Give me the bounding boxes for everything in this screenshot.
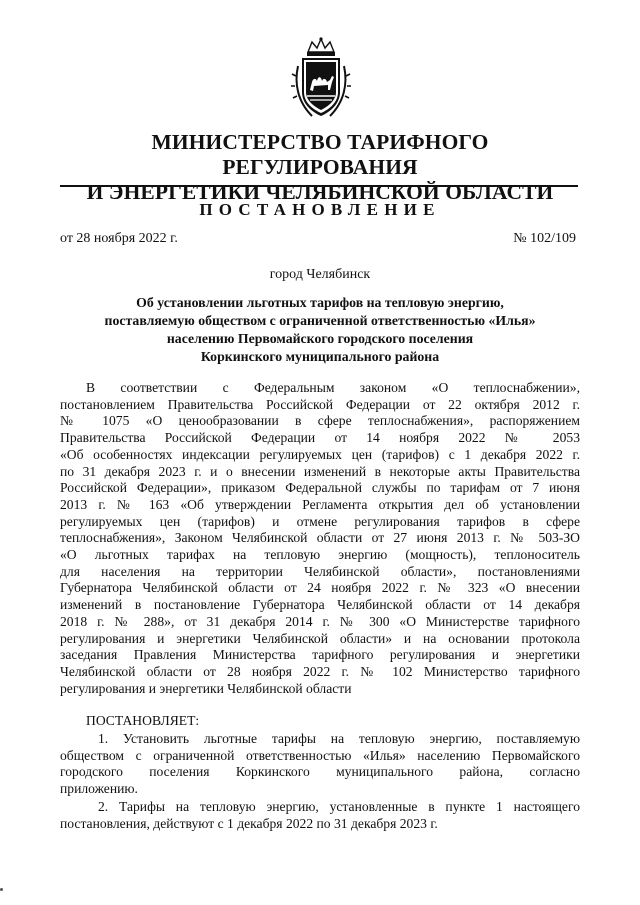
- preamble-line: 2013 г. № 163 «Об утверждении Регламента открытия дел об установлении: [60, 496, 580, 512]
- ministry-name-line-1: МИНИСТЕРСТВО ТАРИФНОГО РЕГУЛИРОВАНИЯ: [151, 130, 489, 179]
- preamble-line: теплоснабжения», Законом Челябинской области от 27 июня 2013 г. № 503-ЗО: [60, 530, 580, 546]
- preamble-line: для населения на территории Челябинской области», постановлениями: [60, 563, 580, 579]
- document-type: ПОСТАНОВЛЕНИЕ: [199, 200, 441, 219]
- preamble-line: № 1075 «О ценообразовании в сфере теплоснабжения», распоряжением: [60, 413, 580, 429]
- clause-1: [60, 731, 580, 798]
- header-divider: [60, 185, 578, 187]
- decree-word: ПОСТАНОВЛЯЕТ:: [86, 713, 200, 728]
- preamble-line: регулирования и энергетики Челябинской области: [60, 680, 352, 696]
- preamble-line: по 31 декабря 2023 г. и о внесении изменений в некоторые акты Правительства: [60, 463, 580, 479]
- document-date: от 28 ноября 2022 г.: [60, 231, 178, 246]
- document-city: город Челябинск: [269, 267, 371, 282]
- preamble-line: постановлением Правительства Российской Федерации от 22 октября 2012 г.: [60, 396, 580, 412]
- preamble-line: 2018 г. № 288», от 31 декабря 2014 г. № 300 «О Министерстве тарифного: [60, 613, 580, 629]
- preamble-line: регулируемых цен (тарифов) и отмене регулирования тарифов в сфере: [60, 513, 580, 529]
- preamble-line: Челябинской области от 28 ноября 2022 г. № 102 Министерство тарифного: [60, 663, 580, 679]
- preamble-line: регулирования и энергетики Челябинской области» и на основании протокола: [60, 630, 580, 646]
- preamble-line: В соответствии с Федеральным законом «О теплоснабжении»,: [86, 380, 580, 395]
- preamble-paragraph: [60, 380, 580, 697]
- clause-1-line: приложению.: [60, 781, 138, 797]
- clause-2: [60, 799, 580, 832]
- ministry-name: [60, 130, 580, 205]
- document-number: № 102/109: [513, 231, 576, 246]
- title-line: Об установлении льготных тарифов на тепловую энергию,: [136, 295, 504, 310]
- preamble-line: изменений в постановление Губернатора Челябинской области от 14 декабря: [60, 597, 580, 613]
- chelyabinsk-coat-of-arms-icon: [290, 36, 352, 122]
- preamble-line: «Об особенностях индексации регулируемых цен (тарифов) с 1 декабря 2022 г.: [60, 446, 580, 462]
- clause-2-line: постановления, действуют с 1 декабря 2022 по 31 декабря 2023 г.: [60, 815, 438, 831]
- scan-speck: [0, 888, 3, 891]
- preamble-line: Правительства Российской Федерации от 14 ноября 2022 № 2053: [60, 430, 580, 446]
- document-title: [60, 294, 580, 366]
- preamble-line: «О льготных тарифах на тепловую энергию (мощность), теплоноситель: [60, 547, 580, 563]
- preamble-line: Российской Федерации», приказом Федеральной службы по тарифам от 7 июня: [60, 480, 580, 496]
- clause-2-line: 2. Тарифы на тепловую энергию, установленные в пункте 1 настоящего: [98, 799, 580, 814]
- preamble-line: заседания Правления Министерства тарифного регулирования и энергетики: [60, 647, 580, 663]
- ministry-name-line-2: И ЭНЕРГЕТИКИ ЧЕЛЯБИНСКОЙ ОБЛАСТИ: [86, 180, 554, 204]
- title-line: Коркинского муниципального района: [200, 349, 440, 364]
- title-line: населению Первомайского городского поселения: [166, 331, 474, 346]
- clause-1-line: 1. Установить льготные тарифы на тепловую энергию, поставляемую: [98, 731, 580, 746]
- clause-1-line: обществом с ограниченной ответственностью «Илья» населению Первомайского: [60, 747, 580, 763]
- title-line: поставляемую обществом с ограниченной ответственностью «Илья»: [104, 313, 536, 328]
- preamble-line: Губернатора Челябинской области от 24 ноября 2022 г. № 323 «О внесении: [60, 580, 580, 596]
- clause-1-line: городского поселения Коркинского муниципального района, согласно: [60, 764, 580, 780]
